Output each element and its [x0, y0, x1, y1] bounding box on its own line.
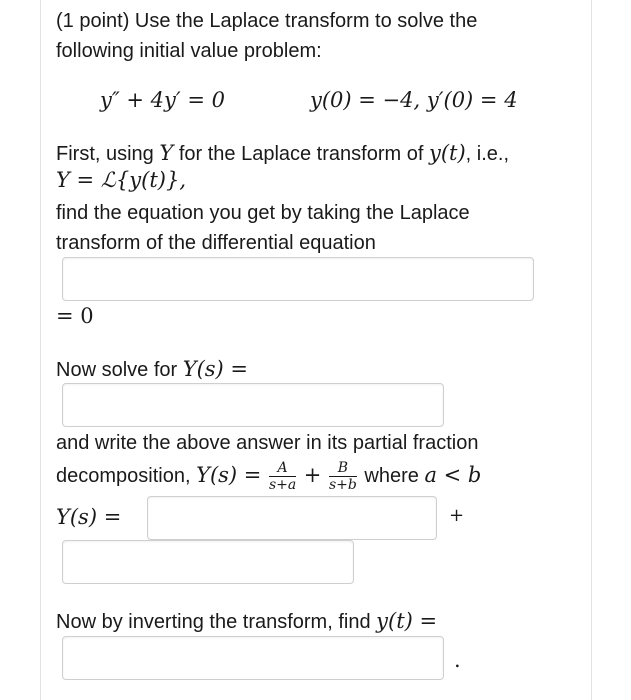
laplace-equation-input[interactable] [62, 257, 534, 301]
step3-prefix: decomposition, [56, 465, 191, 487]
fraction-B-denominator: s+b [328, 477, 357, 494]
step1-yt-symbol: y(t) [428, 141, 466, 165]
step1-prefix: First, using [56, 143, 154, 165]
step1-middle: for the Laplace transform of [178, 143, 424, 165]
fraction-A [269, 461, 296, 492]
step1-suffix: , i.e., [465, 143, 510, 165]
final-period: . [454, 648, 461, 672]
fraction-plus: + [303, 463, 322, 487]
step1-definition: Y = ℒ{y(t)}, [56, 168, 187, 192]
step1-line-3: find the equation you get by taking the Laplace [56, 202, 470, 224]
fraction-A-denominator: s+a [268, 477, 297, 494]
step4-line [56, 606, 437, 637]
step2-line [56, 354, 248, 385]
pf-plus: + [449, 505, 465, 526]
pf-Ys-label: Y(s) = [56, 505, 122, 529]
step3-line-2 [56, 458, 481, 493]
step1-Y-symbol: Y [159, 141, 174, 165]
intro-line-2: following initial value problem: [56, 40, 322, 62]
step1-line-1 [56, 138, 509, 169]
step4-label: Now by inverting the transform, find [56, 611, 371, 633]
equals-zero: = 0 [56, 304, 94, 328]
step2-label: Now solve for [56, 359, 178, 381]
step3-Ys-symbol: Y(s) = [196, 463, 262, 487]
fraction-A-numerator: A [269, 461, 296, 477]
step3-where: where [364, 465, 419, 487]
step4-yt-symbol: y(t) = [376, 609, 438, 633]
step2-Ys-symbol: Y(s) = [182, 357, 249, 381]
initial-conditions: y(0) = −4, y′(0) = 4 [310, 88, 518, 112]
partial-fraction-term2-input[interactable] [62, 540, 354, 584]
step3-line-1: and write the above answer in its partial fraction [56, 432, 479, 454]
fraction-B-numerator: B [329, 461, 357, 477]
partial-fraction-term1-input[interactable] [147, 496, 437, 540]
differential-equation: y″ + 4y′ = 0 [100, 88, 225, 112]
intro-line-1: (1 point) Use the Laplace transform to solve the [56, 10, 478, 32]
Y-of-s-input[interactable] [62, 383, 444, 427]
fraction-B [329, 461, 357, 492]
step1-line-4: transform of the differential equation [56, 232, 376, 254]
step3-condition: a < b [424, 463, 482, 487]
y-of-t-input[interactable] [62, 636, 444, 680]
